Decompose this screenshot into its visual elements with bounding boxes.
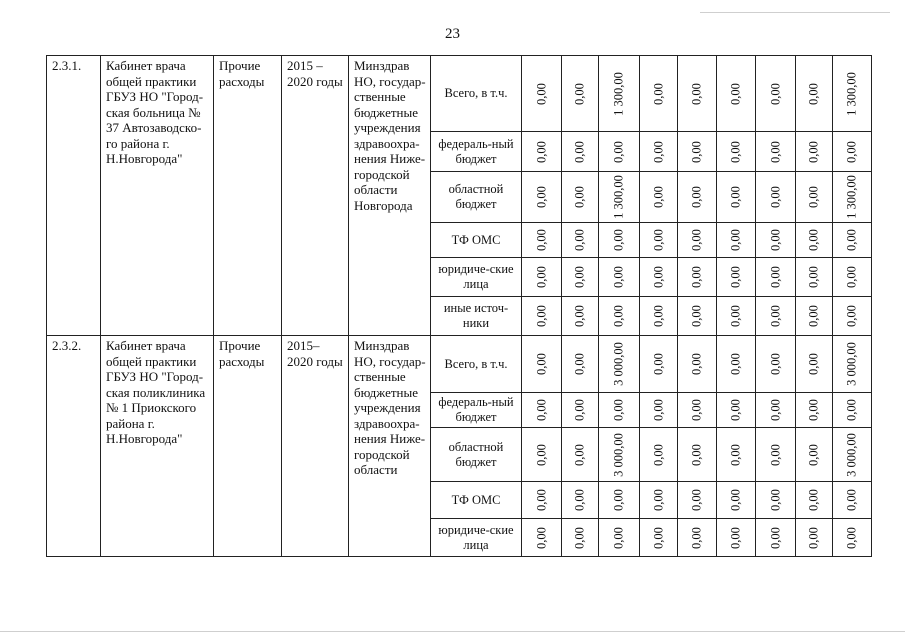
- amount-value: 0,00: [533, 266, 548, 288]
- amount-value: 3 000,00: [611, 432, 626, 477]
- amount-cell: [562, 428, 599, 482]
- amount-cell: [640, 258, 678, 297]
- amount-cell: [678, 132, 717, 172]
- amount-value: 0,00: [650, 229, 665, 251]
- amount-cell: [717, 519, 756, 557]
- amount-cell: [640, 132, 678, 172]
- amount-cell: [678, 56, 717, 132]
- amount-value: 0,00: [806, 82, 821, 105]
- funding-source: ТФ ОМС: [431, 223, 522, 258]
- amount-value: 0,00: [650, 305, 665, 327]
- amount-value: 0,00: [767, 443, 782, 466]
- amount-value: 0,00: [728, 443, 743, 466]
- amount-cell: [717, 428, 756, 482]
- amount-value: 0,00: [844, 229, 859, 251]
- amount-value: 0,00: [844, 305, 859, 327]
- amount-cell: [599, 393, 640, 428]
- amount-cell: [756, 482, 796, 519]
- amount-value: 0,00: [728, 353, 743, 375]
- funding-source: Всего, в т.ч.: [431, 336, 522, 393]
- amount-cell: [717, 393, 756, 428]
- table-row: [47, 336, 872, 393]
- amount-cell: [833, 223, 872, 258]
- amount-cell: [833, 56, 872, 132]
- amount-value: 0,00: [767, 140, 782, 163]
- amount-cell: [640, 223, 678, 258]
- amount-value: 0,00: [572, 266, 587, 288]
- responsible-party: Минздрав НО, государ-ственные бюджетные учреждения здравоохра-нения Ниже-городской области: [349, 336, 431, 557]
- amount-cell: [678, 393, 717, 428]
- amount-cell: [599, 297, 640, 336]
- amount-value: 0,00: [767, 399, 782, 421]
- amount-value: 0,00: [689, 82, 704, 105]
- amount-value: 0,00: [806, 489, 821, 511]
- amount-value: 0,00: [572, 443, 587, 466]
- item-name: Кабинет врача общей практики ГБУЗ НО "Город-ская поликлиника № 1 Приокского района г. Н.Новгорода": [101, 336, 214, 557]
- amount-value: 0,00: [611, 399, 626, 421]
- amount-value: 0,00: [689, 526, 704, 549]
- amount-value: 0,00: [728, 266, 743, 288]
- amount-value: 1 300,00: [611, 71, 626, 116]
- amount-cell: [833, 132, 872, 172]
- amount-value: 0,00: [650, 82, 665, 105]
- amount-cell: [599, 223, 640, 258]
- amount-cell: [833, 482, 872, 519]
- amount-value: 0,00: [767, 353, 782, 375]
- funding-source: федераль-ный бюджет: [431, 393, 522, 428]
- amount-cell: [522, 336, 562, 393]
- amount-value: 0,00: [806, 353, 821, 375]
- amount-cell: [599, 172, 640, 223]
- amount-value: 1 300,00: [844, 175, 859, 219]
- amount-cell: [640, 172, 678, 223]
- amount-cell: [640, 56, 678, 132]
- amount-cell: [833, 258, 872, 297]
- amount-cell: [833, 519, 872, 557]
- amount-value: 0,00: [572, 305, 587, 327]
- amount-value: 3 000,00: [611, 342, 626, 386]
- amount-cell: [522, 132, 562, 172]
- funding-source: юридиче-ские лица: [431, 519, 522, 557]
- amount-cell: [522, 56, 562, 132]
- amount-value: 0,00: [533, 489, 548, 511]
- amount-value: 0,00: [689, 186, 704, 208]
- amount-value: 0,00: [806, 140, 821, 163]
- amount-cell: [562, 336, 599, 393]
- amount-value: 0,00: [728, 399, 743, 421]
- amount-cell: [522, 172, 562, 223]
- amount-cell: [756, 223, 796, 258]
- amount-value: 0,00: [650, 186, 665, 208]
- amount-cell: [756, 258, 796, 297]
- amount-value: 0,00: [572, 229, 587, 251]
- amount-value: 0,00: [689, 489, 704, 511]
- amount-cell: [717, 132, 756, 172]
- amount-value: 0,00: [611, 305, 626, 327]
- amount-cell: [640, 297, 678, 336]
- amount-value: 0,00: [689, 305, 704, 327]
- page-number: 23: [445, 26, 460, 42]
- amount-cell: [678, 519, 717, 557]
- amount-value: 0,00: [533, 305, 548, 327]
- amount-cell: [717, 297, 756, 336]
- amount-value: 0,00: [767, 526, 782, 549]
- item-number: 2.3.2.: [47, 336, 101, 557]
- amount-cell: [599, 132, 640, 172]
- amount-value: 0,00: [611, 489, 626, 511]
- amount-value: 0,00: [650, 443, 665, 466]
- amount-cell: [522, 519, 562, 557]
- amount-value: 0,00: [533, 399, 548, 421]
- amount-value: 1 300,00: [844, 71, 859, 116]
- amount-cell: [562, 297, 599, 336]
- amount-value: 0,00: [806, 399, 821, 421]
- amount-cell: [796, 172, 833, 223]
- amount-value: 0,00: [533, 186, 548, 208]
- amount-cell: [522, 482, 562, 519]
- amount-cell: [562, 172, 599, 223]
- amount-cell: [796, 482, 833, 519]
- amount-cell: [796, 132, 833, 172]
- item-number: 2.3.1.: [47, 56, 101, 336]
- amount-cell: [640, 428, 678, 482]
- amount-value: 0,00: [806, 443, 821, 466]
- amount-cell: [756, 393, 796, 428]
- funding-source: юридиче-ские лица: [431, 258, 522, 297]
- amount-cell: [833, 336, 872, 393]
- amount-cell: [599, 258, 640, 297]
- amount-cell: [678, 223, 717, 258]
- amount-value: 0,00: [806, 186, 821, 208]
- amount-cell: [678, 297, 717, 336]
- funding-source: ТФ ОМС: [431, 482, 522, 519]
- amount-cell: [833, 393, 872, 428]
- amount-cell: [562, 56, 599, 132]
- funding-source: областной бюджет: [431, 172, 522, 223]
- amount-cell: [522, 428, 562, 482]
- amount-value: 0,00: [767, 186, 782, 208]
- funding-source: областной бюджет: [431, 428, 522, 482]
- amount-value: 0,00: [533, 353, 548, 375]
- amount-value: 0,00: [844, 140, 859, 163]
- amount-cell: [599, 482, 640, 519]
- amount-value: 0,00: [689, 353, 704, 375]
- amount-value: 0,00: [689, 229, 704, 251]
- amount-value: 0,00: [611, 266, 626, 288]
- amount-value: 0,00: [844, 489, 859, 511]
- amount-cell: [717, 56, 756, 132]
- funding-source: Всего, в т.ч.: [431, 56, 522, 132]
- amount-value: 3 000,00: [844, 432, 859, 477]
- amount-cell: [796, 297, 833, 336]
- amount-value: 0,00: [806, 526, 821, 549]
- amount-cell: [522, 393, 562, 428]
- amount-value: 0,00: [728, 305, 743, 327]
- amount-cell: [833, 172, 872, 223]
- amount-cell: [756, 428, 796, 482]
- amount-cell: [717, 223, 756, 258]
- amount-cell: [678, 428, 717, 482]
- amount-value: 0,00: [650, 266, 665, 288]
- amount-cell: [678, 482, 717, 519]
- amount-cell: [717, 172, 756, 223]
- amount-value: 0,00: [844, 399, 859, 421]
- amount-value: 0,00: [728, 186, 743, 208]
- amount-value: 0,00: [572, 186, 587, 208]
- amount-cell: [796, 428, 833, 482]
- amount-cell: [796, 519, 833, 557]
- amount-value: 0,00: [533, 82, 548, 105]
- amount-value: 0,00: [767, 489, 782, 511]
- amount-cell: [796, 258, 833, 297]
- scan-artifact-line: [700, 12, 890, 13]
- amount-cell: [522, 297, 562, 336]
- period: 2015– 2020 годы: [282, 336, 349, 557]
- amount-value: 0,00: [806, 305, 821, 327]
- amount-cell: [756, 172, 796, 223]
- amount-cell: [678, 172, 717, 223]
- amount-value: 0,00: [533, 229, 548, 251]
- amount-value: 0,00: [572, 489, 587, 511]
- amount-cell: [599, 519, 640, 557]
- amount-value: 0,00: [650, 399, 665, 421]
- amount-cell: [717, 482, 756, 519]
- amount-cell: [562, 132, 599, 172]
- amount-value: 0,00: [728, 82, 743, 105]
- amount-value: 0,00: [844, 526, 859, 549]
- amount-cell: [678, 336, 717, 393]
- expense-type: Прочие расходы: [214, 56, 282, 336]
- amount-cell: [833, 428, 872, 482]
- responsible-party: Минздрав НО, государ-ственные бюджетные учреждения здравоохра-нения Ниже-городской области Новгорода: [349, 56, 431, 336]
- amount-cell: [562, 519, 599, 557]
- amount-value: 0,00: [689, 399, 704, 421]
- amount-value: 0,00: [650, 140, 665, 163]
- amount-value: 0,00: [767, 82, 782, 105]
- amount-value: 0,00: [689, 266, 704, 288]
- amount-value: 0,00: [806, 229, 821, 251]
- amount-cell: [599, 428, 640, 482]
- amount-value: 0,00: [572, 399, 587, 421]
- amount-value: 0,00: [572, 526, 587, 549]
- funding-source: федераль-ный бюджет: [431, 132, 522, 172]
- amount-value: 0,00: [689, 140, 704, 163]
- amount-value: 0,00: [650, 526, 665, 549]
- amount-cell: [562, 258, 599, 297]
- amount-cell: [756, 297, 796, 336]
- amount-cell: [640, 393, 678, 428]
- expense-type: Прочие расходы: [214, 336, 282, 557]
- amount-cell: [599, 56, 640, 132]
- amount-value: 0,00: [533, 140, 548, 163]
- amount-value: 0,00: [533, 443, 548, 466]
- amount-cell: [833, 297, 872, 336]
- amount-value: 0,00: [767, 305, 782, 327]
- scan-artifact-line: [0, 631, 905, 632]
- amount-cell: [640, 482, 678, 519]
- amount-cell: [640, 336, 678, 393]
- funding-source: иные источ-ники: [431, 297, 522, 336]
- amount-value: 0,00: [611, 140, 626, 163]
- amount-cell: [522, 258, 562, 297]
- amount-value: 0,00: [767, 266, 782, 288]
- amount-cell: [756, 56, 796, 132]
- amount-value: 0,00: [728, 229, 743, 251]
- amount-cell: [796, 336, 833, 393]
- amount-value: 0,00: [806, 266, 821, 288]
- amount-value: 0,00: [767, 229, 782, 251]
- amount-value: 0,00: [650, 353, 665, 375]
- amount-value: 0,00: [572, 140, 587, 163]
- amount-value: 0,00: [844, 266, 859, 288]
- amount-value: 0,00: [728, 489, 743, 511]
- amount-cell: [599, 336, 640, 393]
- budget-table: [46, 55, 872, 557]
- amount-value: 0,00: [533, 526, 548, 549]
- table-row: [47, 56, 872, 132]
- period: 2015 – 2020 годы: [282, 56, 349, 336]
- amount-value: 0,00: [572, 82, 587, 105]
- amount-cell: [756, 336, 796, 393]
- amount-value: 0,00: [728, 526, 743, 549]
- amount-value: 0,00: [611, 526, 626, 549]
- amount-cell: [796, 56, 833, 132]
- amount-cell: [717, 336, 756, 393]
- amount-value: 3 000,00: [844, 342, 859, 386]
- amount-cell: [796, 223, 833, 258]
- amount-cell: [756, 519, 796, 557]
- amount-cell: [678, 258, 717, 297]
- amount-cell: [562, 223, 599, 258]
- amount-cell: [522, 223, 562, 258]
- amount-value: 1 300,00: [611, 175, 626, 219]
- amount-cell: [562, 393, 599, 428]
- amount-cell: [562, 482, 599, 519]
- amount-value: 0,00: [728, 140, 743, 163]
- amount-value: 0,00: [611, 229, 626, 251]
- amount-value: 0,00: [689, 443, 704, 466]
- amount-cell: [796, 393, 833, 428]
- amount-value: 0,00: [572, 353, 587, 375]
- amount-cell: [756, 132, 796, 172]
- amount-cell: [717, 258, 756, 297]
- amount-cell: [640, 519, 678, 557]
- amount-value: 0,00: [650, 489, 665, 511]
- item-name: Кабинет врача общей практики ГБУЗ НО "Город-ская больница № 37 Автозаводско-го района г. Н.Новгорода": [101, 56, 214, 336]
